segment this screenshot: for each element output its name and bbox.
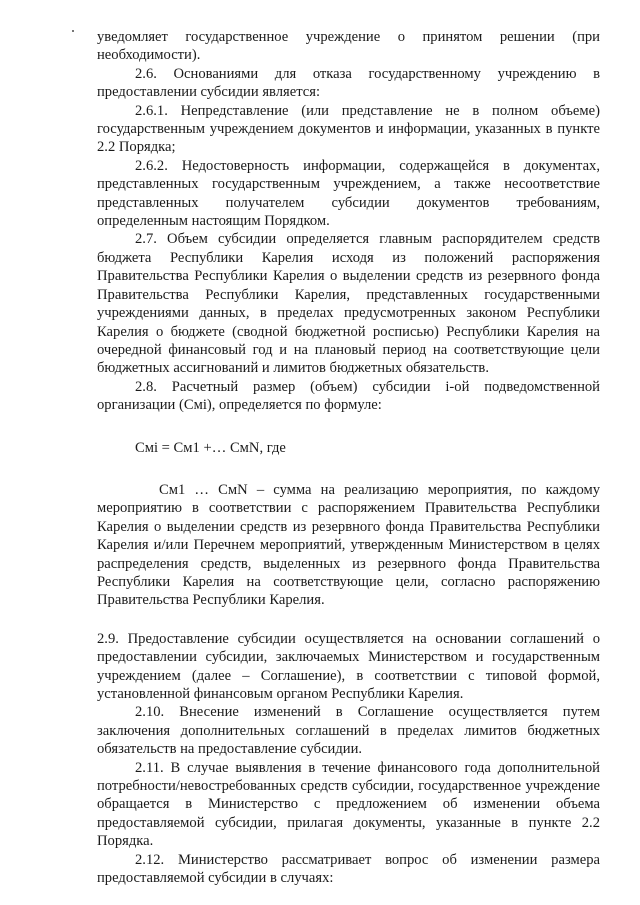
paragraph-2-11: 2.11. В случае выявления в течение финансового года дополнительной потребности/невостребованных средств субсидии, государственное учреждение обращается в Министерство с предложением об изменении объема предоставляемой субсидии, прилагая документы, указанные в пункте 2.2 Порядка. [97,759,600,850]
paragraph-2-10: 2.10. Внесение изменений в Соглашение осуществляется путем заключения дополнительных соглашений в пределах лимитов бюджетных обязательств на предоставление субсидии. [97,704,600,758]
document-page [97,28,600,887]
formula: Смi = См1 +… СмN, где [135,439,286,456]
paragraph-2-9: 2.9. Предоставление субсидии осуществляется на основании соглашений о предоставлении субсидии, заключаемых Министерством и государственным учреждением (далее – Соглашение), в соответствии с типовой формой, установленной финансовым органом Республики Карелия. [97,630,600,702]
scan-speck [72,30,74,32]
paragraph-2-12: 2.12. Министерство рассматривает вопрос об изменении размера предоставляемой субсидии в случаях: [97,851,600,887]
paragraph-2-6-1: 2.6.1. Непредставление (или представление не в полном объеме) государственным учреждением документов и информации, указанных в пункте 2.2 Порядка; [97,102,600,156]
paragraph-2-6: 2.6. Основаниями для отказа государственному учреждению в предоставлении субсидии является: [97,65,600,101]
paragraph-2-8: 2.8. Расчетный размер (объем) субсидии i-ой подведомственной организации (Смi), определяется по формуле: [97,378,600,414]
paragraph-gap [97,610,600,630]
paragraph-continuation: уведомляет государственное учреждение о принятом решении (при необходимости). [97,29,600,64]
formula-definition: См1 … СмN – сумма на реализацию мероприятия, по каждому мероприятию в соответствии с распоряжением Правительства Республики Карелия о выделении средств из резервного фонда Правительства Республики Карелия и/или Перечнем мероприятий, утвержденным Министерством в целях распределения средств, выделенных из резервного фонда Правительства Республики Карелия на соответствующие цели, согласно распоряжению Правительства Республики Карелия. [97,481,600,609]
paragraph-2-6-2: 2.6.2. Недостоверность информации, содержащейся в документах, представленных государственным учреждением, а также несоответствие представленных получателем субсидии документов требованиям, определенным настоящим Порядком. [97,157,600,230]
paragraph-2-7: 2.7. Объем субсидии определяется главным распорядителем средств бюджета Республики Карелия исходя из положений распоряжения Правительства Республики Карелия о выделении средств из резервного фонда Правительства Республики Карелия, представленных государственными учреждениями данных, в пределах предусмотренных законом Республики Карелия о бюджете (сводной бюджетной росписью) Республики Карелия на очередной финансовый год и на плановый период на соответствующие цели бюджетных ассигнований и лимитов бюджетных обязательств. [97,231,600,377]
